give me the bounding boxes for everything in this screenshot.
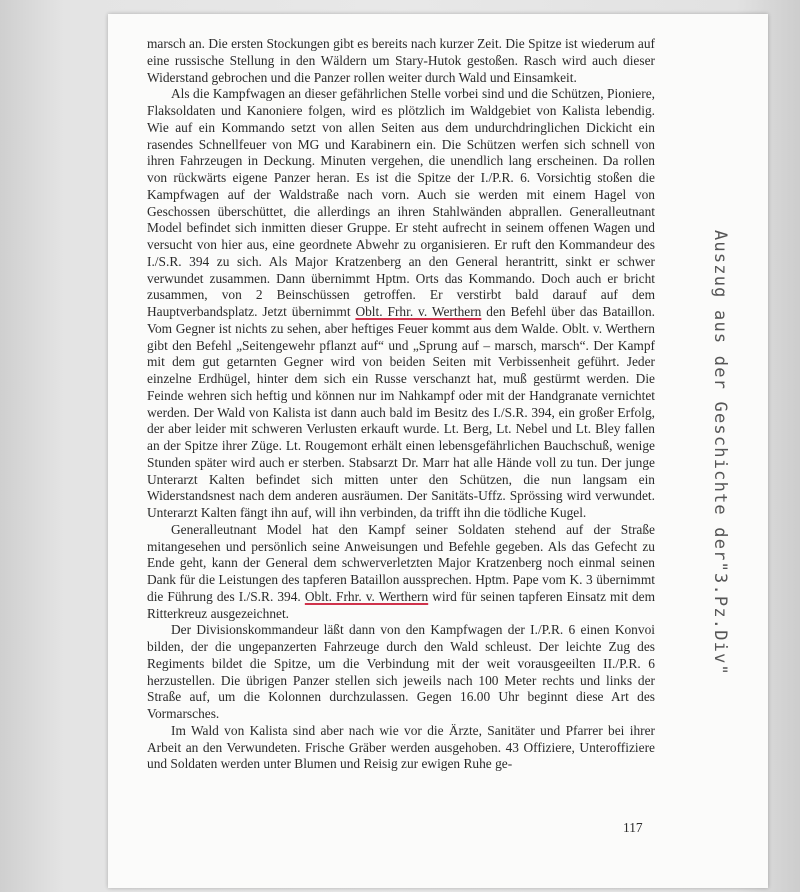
- paragraph-2-text-after: den Befehl über das Bataillon. Vom Gegner ist nichts zu sehen, aber heftiges Feuer kommt aus dem Walde. Oblt. v. Werthern gibt den Befehl „Seitengewehr pflanzt auf“ und „Sprung auf – marsch, marsch“. Der Kampf mit dem gut getarnten Gegner wird von beiden Seiten mit Verbissenheit geführt. Jeder einzelne Erdhügel, hinter dem sich ein Russe verschanzt hat, muß gestürmt werden. Die Feinde wehren sich heftig und können nur im Nahkampf oder mit der Handgranate vernichtet werden. Der Wald von Kalista ist dann auch bald im Besitz des I./S.R. 394, ein großer Erfolg, der aber leider mit schweren Verlusten erkauft wurde. Lt. Berg, Lt. Nebel und Lt. Bley fallen an der Spitze ihrer Züge. Lt. Rougemont erhält einen lebensgefährlichen Bauchschuß, wenige Stunden später wird auch er sterben. Stabsarzt Dr. Marr hat alle Hände voll zu tun. Der junge Unterarzt Kalten befindet sich mitten unter den Schützen, die nun langsam ein Widerstandsnest nach dem anderen ausräumen. Der Sanitäts-Uffz. Sprössing wird verwundet. Unterarzt Kalten fängt ihn auf, will ihn verbinden, da trifft ihn die tödliche Kugel.: [147, 304, 655, 520]
- paragraph-2: [147, 86, 655, 522]
- paragraph-3-text-before: Generalleutnant Model hat den Kampf seiner Soldaten stehend auf der Straße mitangesehen und persönlich seine Anweisungen und Befehle gegeben. Als das Gefecht zu Ende geht, kann der General dem schwerverletzten Major Kratzenberg noch einmal seinen Dank für die Leistungen des tapferen Bataillon aussprechen. Hptm. Pape vom K. 3 übernimmt die Führung des I./S.R. 394.: [147, 521, 655, 604]
- typewritten-margin-note: Auszug aus der Geschichte der"3.Pz.Div": [710, 230, 730, 676]
- page-number: 117: [623, 820, 643, 835]
- paragraph-4: [147, 622, 655, 723]
- paragraph-5: [147, 723, 655, 773]
- red-underlined-name: Oblt. Frhr. v. Werthern: [355, 304, 482, 319]
- red-underlined-name: Oblt. Frhr. v. Werthern: [304, 588, 429, 604]
- page-body-text: [147, 36, 655, 773]
- paragraph-4-text: Der Divisionskommandeur läßt dann von den Kampfwagen der I./P.R. 6 einen Konvoi bilden, der die ungepanzerten Fahrzeuge durch den Wald schleust. Der leichte Zug des Regiments bildet die Spitze, um die Verbindung mit der weit vorausgeeilten II./P.R. 6 herzustellen. Die übrigen Panzer stellen sich jeweils nach 100 Meter rechts und links der Straße auf, um die Kolonnen durchzulassen. Gegen 16.00 Uhr beginnt diese Art des Vormarsches.: [147, 622, 655, 721]
- paragraph-1-text: marsch an. Die ersten Stockungen gibt es bereits nach kurzer Zeit. Die Spitze ist wiederum auf eine russische Stellung in den Wäldern um Stary-Hutok gestoßen. Rasch wird auch dieser Widerstand gebrochen und die Panzer rollen weiter durch Wald und Einsamkeit.: [147, 36, 655, 85]
- paragraph-2-text-before: Als die Kampfwagen an dieser gefährlichen Stelle vorbei sind und die Schützen, Pioniere, Flaksoldaten und Kanoniere folgen, wird es plötzlich im Waldgebiet von Kalista lebendig. Wie auf ein Kommando setzt von allen Seiten aus dem undurchdringlichen Dickicht ein rasendes Schnellfeuer von MG und Karabinern ein. Die Schützen werfen sich schnell von ihren Fahrzeugen in Deckung. Minuten vergehen, die unendlich lang erscheinen. Da rollen von rückwärts eigene Panzer heran. Es ist die Spitze der I./P.R. 6. Vorsichtig stoßen die Kampfwagen auf der Waldstraße nach vorn. Auch sie werden mit einem Hagel von Geschossen überschüttet, die allerdings an ihren Stahlwänden abprallen. Generalleutnant Model befindet sich inmitten dieser Gruppe. Er steht aufrecht in seinem offenen Wagen und versucht von hier aus, eine geordnete Abwehr zu organisieren. Er ruft den Kommandeur des I./S.R. 394 zu sich. Als Major Kratzenberg an den General herantritt, sinkt er schwer verwundet zusammen. Dann übernimmt Hptm. Orts das Kommando. Doch auch er bricht zusammen, von 2 Beinschüssen getroffen. Er verstirbt bald darauf auf dem Hauptverbandsplatz. Jetzt übernimmt: [147, 86, 655, 319]
- paragraph-5-text: Im Wald von Kalista sind aber nach wie vor die Ärzte, Sanitäter und Pfarrer bei ihrer Arbeit an den Verwundeten. Frische Gräber werden ausgehoben. 43 Offiziere, Unteroffiziere und Soldaten werden unter Blumen und Reisig zur ewigen Ruhe ge-: [147, 722, 655, 772]
- paragraph-1: [147, 36, 655, 86]
- paragraph-3-text-after: wird für seinen tapferen Einsatz mit dem Ritterkreuz ausgezeichnet.: [147, 588, 655, 621]
- paragraph-3: [147, 522, 655, 623]
